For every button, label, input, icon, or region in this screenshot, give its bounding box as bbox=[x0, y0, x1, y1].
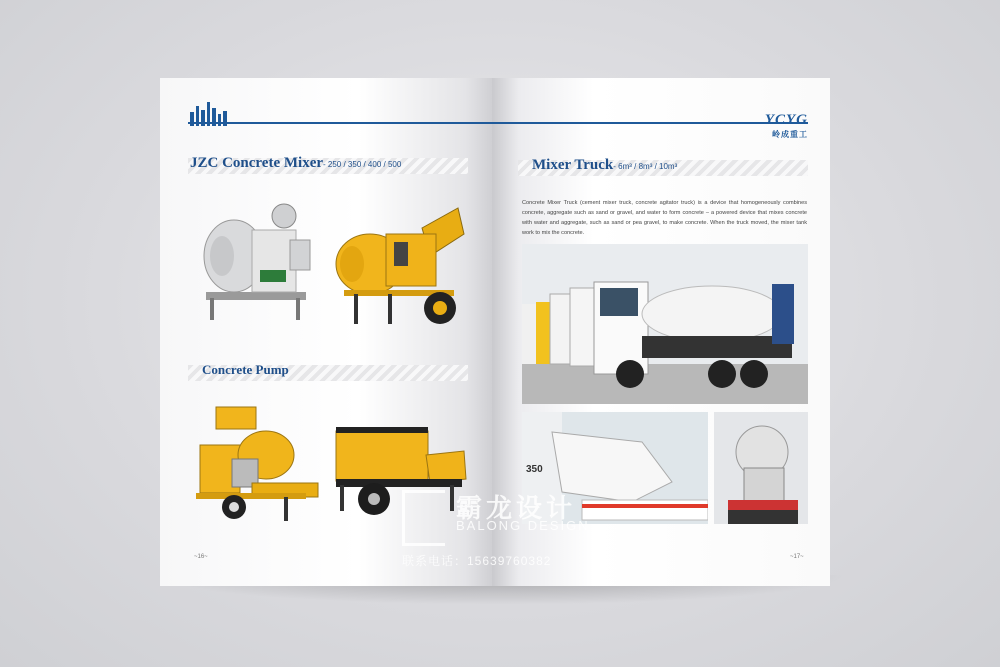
page-number-right: ~17~ bbox=[790, 554, 804, 560]
section-title-pump: Concrete Pump bbox=[202, 362, 289, 377]
watermark-en: BALONG DESIGN bbox=[456, 518, 590, 533]
photo-concrete-pump-trailer bbox=[330, 421, 470, 521]
description-text: Concrete Mixer Truck (cement mixer truck, concrete agitator truck) is a device that homogeneously combines concrete, aggregate such as sand or gravel, and water to form concrete – a powered device that mixes concrete with water and aggregate, such as sand or pea gravel, to make concrete. When the truck moved, the mixer tank work to mix the concrete. bbox=[522, 200, 807, 236]
photo-jzc-mixer-yellow bbox=[330, 198, 470, 330]
watermark-logo-icon bbox=[402, 490, 445, 546]
watermark-phone: 联系电话：15639760382 bbox=[402, 554, 552, 568]
brand-logo: YCYG 岭成重工 bbox=[764, 112, 808, 139]
photo-mixer-truck-fleet bbox=[522, 244, 808, 404]
page-number-left: ~16~ bbox=[194, 554, 208, 560]
photo-jzc-mixer-grey bbox=[196, 200, 318, 328]
photo-mixer-truck-rear bbox=[714, 412, 808, 524]
header-rule bbox=[492, 122, 808, 124]
photo-concrete-pump-mixer bbox=[192, 403, 322, 523]
header-rule bbox=[188, 122, 492, 124]
watermark-cn: 霸龙设计 bbox=[456, 493, 577, 523]
section-title-truck: Mixer Truck- 6m³ / 8m³ / 10m³ bbox=[532, 157, 678, 173]
section-title-mixer: JZC Concrete Mixer- 250 / 350 / 400 / 500 bbox=[190, 155, 402, 171]
photo-label: 350 bbox=[526, 464, 543, 475]
